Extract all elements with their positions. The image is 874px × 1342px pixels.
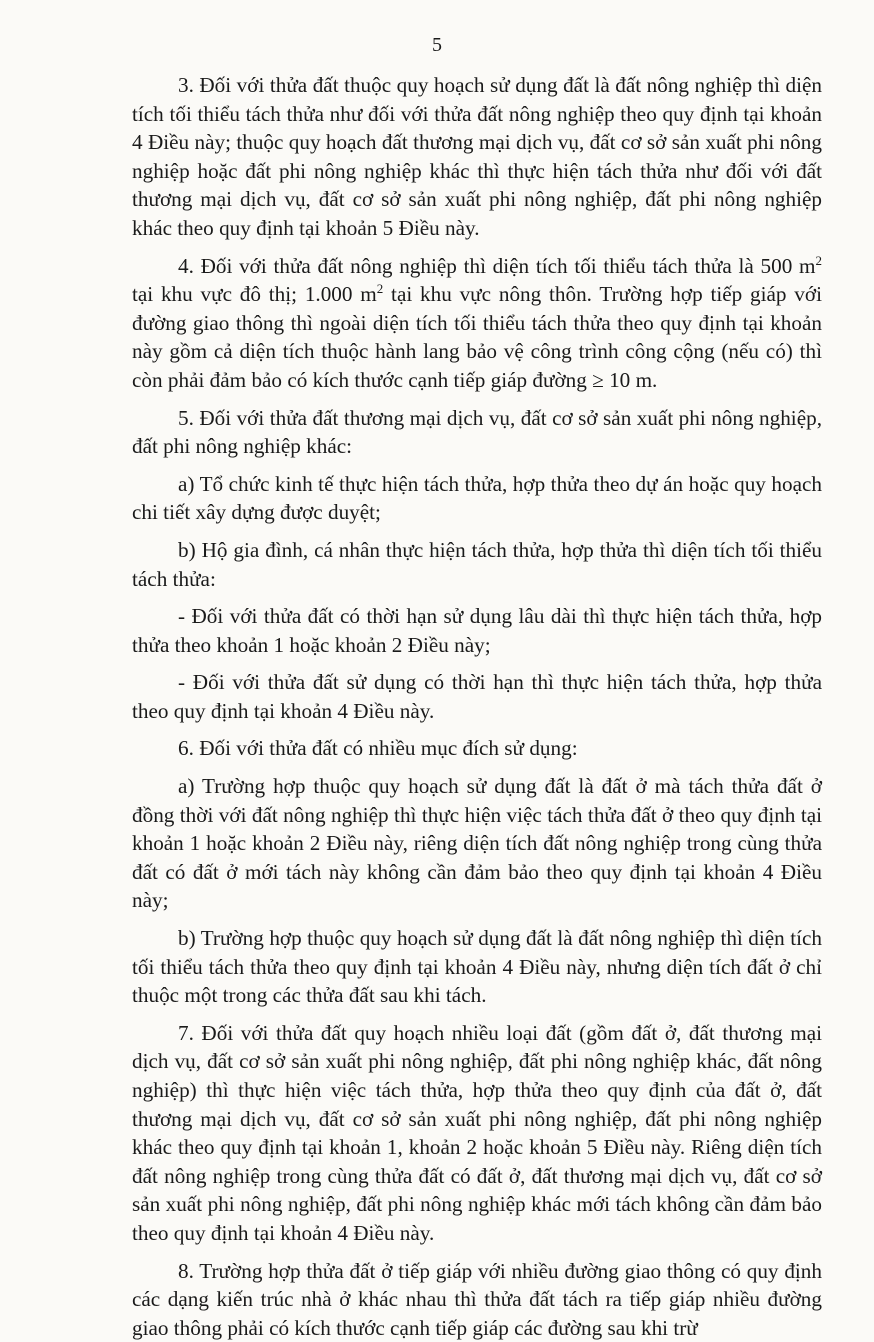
paragraph-5: 5. Đối với thửa đất thương mại dịch vụ, đất cơ sở sản xuất phi nông nghiệp, đất phi nông nghiệp khác:: [132, 405, 822, 459]
superscript-2-a: 2: [815, 252, 822, 268]
paragraph-4-text-a: 4. Đối với thửa đất nông nghiệp thì diện tích tối thiểu tách thửa là 500 m: [178, 253, 816, 278]
paragraph-4: [132, 252, 822, 395]
superscript-2-b: 2: [376, 281, 384, 297]
paragraph-5a: a) Tổ chức kinh tế thực hiện tách thửa, hợp thửa theo dự án hoặc quy hoạch chi tiết xây dựng được duyệt;: [132, 471, 822, 525]
paragraph-4-text-c: tại khu vực nông thôn. Trường hợp tiếp giáp với đường giao thông thì ngoài diện tích tối thiểu tách thửa theo quy định tại khoản này gồm cả diện tích thuộc hành lang bảo vệ công trình công cộng (nếu có) thì còn phải đảm bảo có kích thước cạnh tiếp giáp đường ≥ 10 m.: [132, 282, 822, 392]
paragraph-6a: a) Trường hợp thuộc quy hoạch sử dụng đất là đất ở mà tách thửa đất ở đồng thời với đất nông nghiệp thì thực hiện việc tách thửa đất ở theo quy định tại khoản 1 hoặc khoản 2 Điều này, riêng diện tích đất nông nghiệp trong cùng thửa đất có đất ở mới tách này không cần đảm bảo theo quy định tại khoản 4 Điều này;: [132, 774, 822, 913]
paragraph-5b: b) Hộ gia đình, cá nhân thực hiện tách thửa, hợp thửa thì diện tích tối thiểu tách thửa:: [132, 537, 822, 591]
paragraph-6b: b) Trường hợp thuộc quy hoạch sử dụng đất là đất nông nghiệp thì diện tích tối thiểu tách thửa theo quy định tại khoản 4 Điều này, nhưng diện tích đất ở chỉ thuộc một trong các thửa đất sau khi tách.: [132, 926, 822, 1008]
page-number: 5: [432, 34, 442, 56]
paragraph-4-text-b: tại khu vực đô thị; 1.000 m: [132, 282, 377, 307]
paragraph-7: 7. Đối với thửa đất quy hoạch nhiều loại đất (gồm đất ở, đất thương mại dịch vụ, đất cơ sở sản xuất phi nông nghiệp, đất phi nông nghiệp khác, đất nông nghiệp) thì thực hiện việc tách thửa, hợp thửa theo quy định của đất ở, đất thương mại dịch vụ, đất cơ sở sản xuất phi nông nghiệp, đất phi nông nghiệp khác theo quy định tại khoản 1, khoản 2 hoặc khoản 5 Điều này. Riêng diện tích đất nông nghiệp trong cùng thửa đất có đất ở, đất thương mại dịch vụ, đất cơ sở sản xuất phi nông nghiệp, đất phi nông nghiệp khác mới tách không cần đảm bảo theo quy định tại khoản 4 Điều này.: [132, 1020, 822, 1245]
paragraph-6: 6. Đối với thửa đất có nhiều mục đích sử dụng:: [178, 736, 578, 761]
paragraph-3: 3. Đối với thửa đất thuộc quy hoạch sử dụng đất là đất nông nghiệp thì diện tích tối thiểu tách thửa như đối với thửa đất nông nghiệp theo quy định tại khoản 4 Điều này; thuộc quy hoạch đất thương mại dịch vụ, đất cơ sở sản xuất phi nông nghiệp hoặc đất phi nông nghiệp khác thì thực hiện tách thửa như đối với đất thương mại dịch vụ, đất cơ sở sản xuất phi nông nghiệp, đất phi nông nghiệp khác theo quy định tại khoản 5 Điều này.: [132, 73, 822, 240]
paragraph-5b-bullet-1: - Đối với thửa đất có thời hạn sử dụng lâu dài thì thực hiện tách thửa, hợp thửa theo khoản 1 hoặc khoản 2 Điều này;: [132, 604, 822, 657]
paragraph-5b-bullet-2: - Đối với thửa đất sử dụng có thời hạn thì thực hiện tách thửa, hợp thửa theo quy định tại khoản 4 Điều này.: [132, 670, 822, 723]
paragraph-8: 8. Trường hợp thửa đất ở tiếp giáp với nhiều đường giao thông có quy định các dạng kiến trúc nhà ở khác nhau thì thửa đất tách ra tiếp giáp nhiều đường giao thông phải có kích thước cạnh tiếp giáp các đường sau khi trừ: [132, 1258, 822, 1340]
